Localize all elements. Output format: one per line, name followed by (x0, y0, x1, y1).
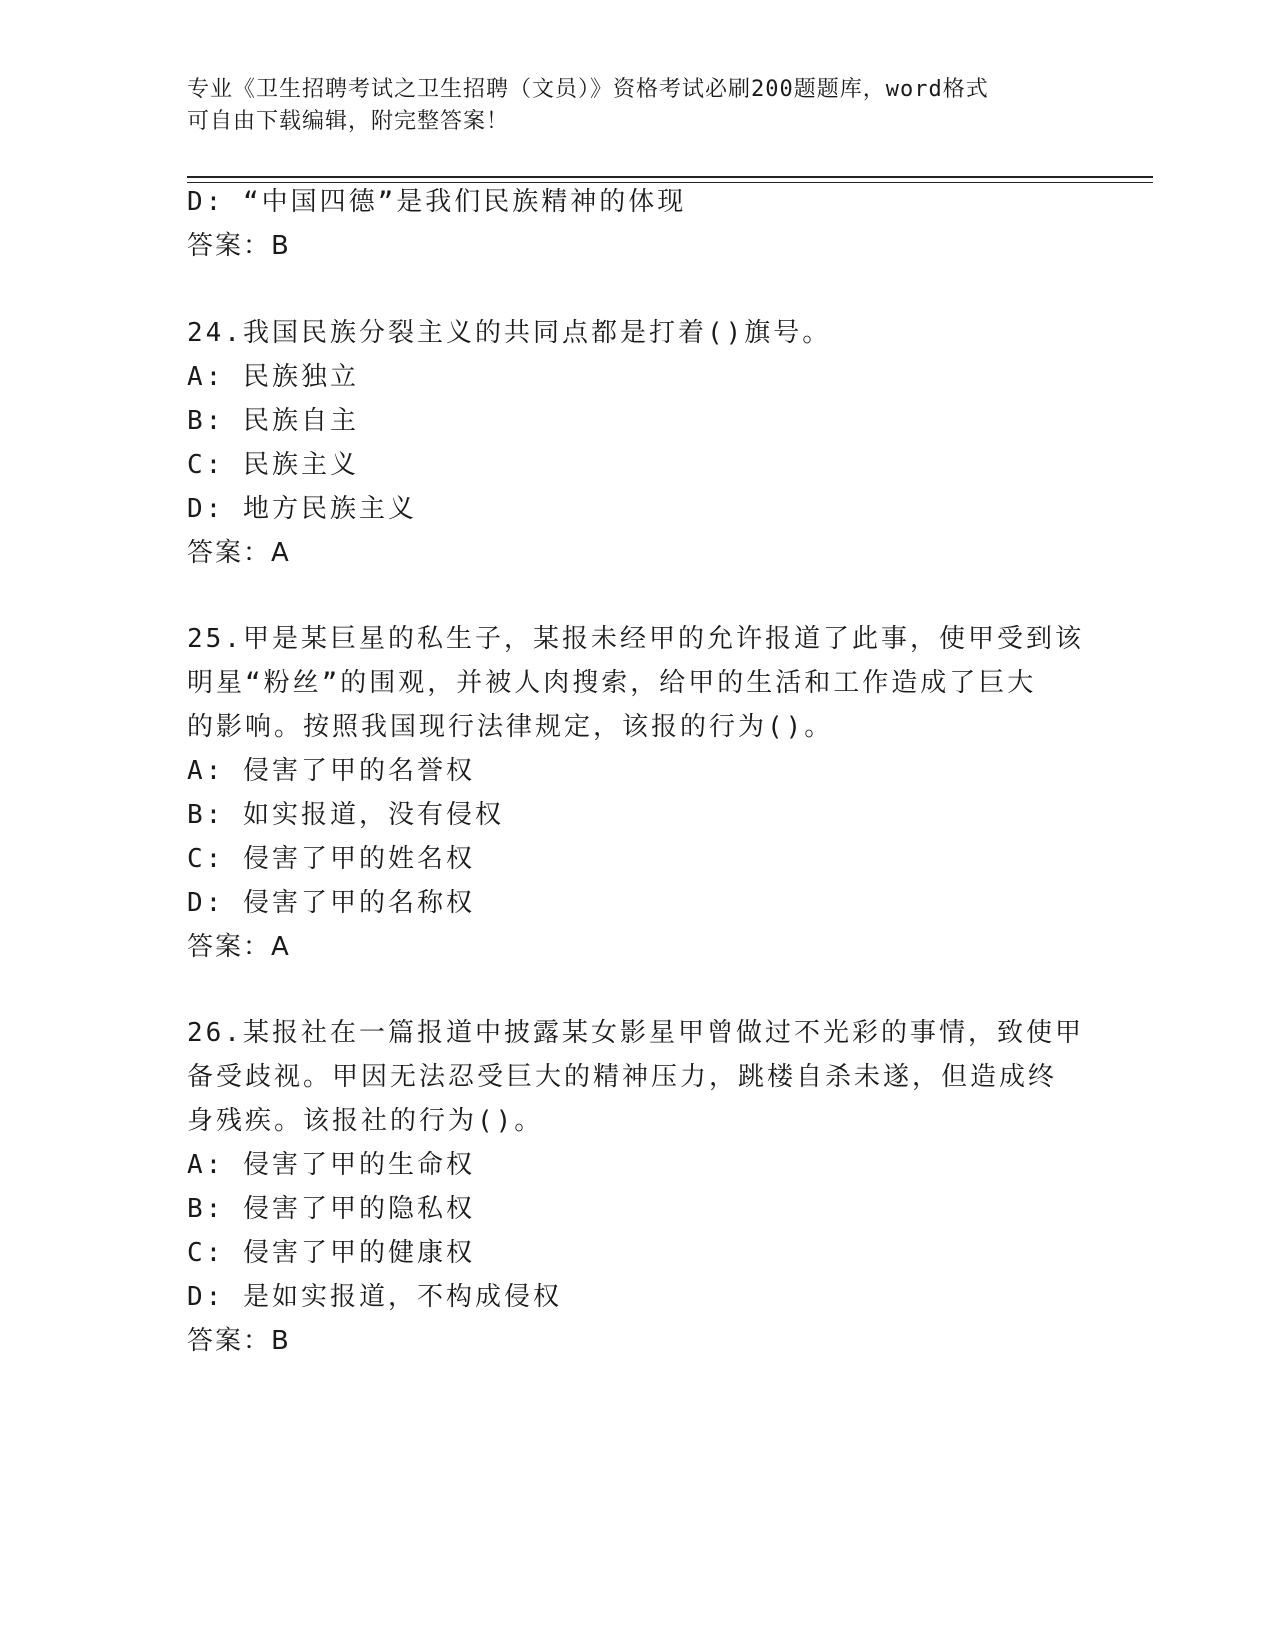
document-header (187, 74, 1067, 138)
q25-stem-line-2: 明星“粉丝”的围观，并被人肉搜索，给甲的生活和工作造成了巨大 (187, 668, 1037, 698)
q25-option-c: C: 侵害了甲的姓名权 (187, 844, 475, 874)
q24-option-b: B: 民族自主 (187, 406, 359, 436)
q26-option-d: D: 是如实报道，不构成侵权 (187, 1282, 562, 1312)
q24-answer: 答案：A (187, 538, 291, 568)
q26-stem-line-3: 身残疾。该报社的行为()。 (187, 1106, 544, 1136)
q25-stem-line-3: 的影响。按照我国现行法律规定，该报的行为()。 (187, 712, 834, 742)
q26-option-c: C: 侵害了甲的健康权 (187, 1238, 475, 1268)
q25-option-d: D: 侵害了甲的名称权 (187, 888, 475, 918)
header-line-2: 可自由下载编辑，附完整答案！ (187, 109, 510, 134)
q25-option-b: B: 如实报道，没有侵权 (187, 800, 504, 830)
q24-option-d: D: 地方民族主义 (187, 494, 417, 524)
q26-answer: 答案：B (187, 1326, 291, 1356)
q25-answer: 答案：A (187, 932, 291, 962)
q25-stem-line-1: 25.甲是某巨星的私生子，某报未经甲的允许报道了此事，使甲受到该 (187, 624, 1084, 654)
prev-answer: 答案：B (187, 231, 291, 261)
header-divider-thin (187, 182, 1153, 183)
q24-option-c: C: 民族主义 (187, 450, 359, 480)
header-divider (187, 176, 1153, 178)
q25-option-a: A: 侵害了甲的名誉权 (187, 756, 475, 786)
q26-option-a: A: 侵害了甲的生命权 (187, 1150, 475, 1180)
q24-stem: 24.我国民族分裂主义的共同点都是打着()旗号。 (187, 318, 832, 348)
q26-stem-line-2: 备受歧视。甲因无法忍受巨大的精神压力，跳楼自杀未遂，但造成终 (187, 1062, 1058, 1092)
q26-option-b: B: 侵害了甲的隐私权 (187, 1194, 475, 1224)
header-line-1: 专业《卫生招聘考试之卫生招聘（文员）》资格考试必刷200题题库，word格式 (187, 77, 989, 102)
q26-stem-line-1: 26.某报社在一篇报道中披露某女影星甲曾做过不光彩的事情，致使甲 (187, 1018, 1084, 1048)
q24-option-a: A: 民族独立 (187, 362, 359, 392)
prev-option-d: D: “中国四德”是我们民族精神的体现 (187, 187, 687, 217)
